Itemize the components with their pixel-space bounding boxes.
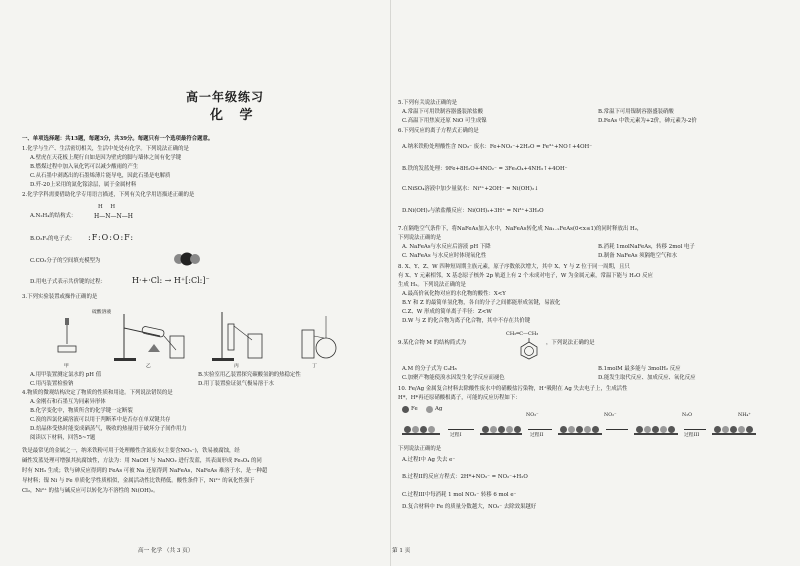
- material-line-1: 铁是最常见的金属之一，纳米铁粉可用于处理酸性含氮废水(主要含NO₃⁻)，铁易被腐蚀，经: [22, 448, 240, 454]
- q6-option-c: C.NiSO₄溶液中加少量氨水：Ni²⁺+2OH⁻ = Ni(OH)₂↓: [402, 186, 539, 192]
- q3-option-a: A.用甲装置测定氯水的 pH 值: [30, 372, 102, 378]
- q6-option-a: A.纳米铁粉处理酸性含 NO₃⁻ 废水：Fe+NO₃⁻+2H₂O = Fe³⁺+NO↑+4OH⁻: [402, 144, 593, 150]
- q10-stem-line-1: 10. Fe/Ag 金属复合材料去除酸性废水中的硝酸盐污染物，H⁺吸附在 Ag 失去电子上，生成活性: [398, 386, 628, 392]
- q4-stem: 4.物质的微观结构决定了物质的性质和用途。下列说法错误的是: [22, 390, 173, 396]
- q8-stem-line-2: 有 X、Y 元素相邻，X 基态原子核外 2p 轨道上有 2 个未成对电子，W 为金属元素，常温下能与 H₂O 反应: [398, 273, 653, 279]
- q5-option-a: A.常温下可用铁制容器盛装浓盐酸: [402, 109, 484, 115]
- page-fold: [390, 0, 391, 566]
- q10-after: 下列说法正确的是: [398, 446, 442, 452]
- q2-stem: 2.化学学科需要借助化学专用语言描述，下列有关化学用语描述正确的是: [22, 192, 195, 198]
- co2-space-filling-model: [172, 252, 202, 266]
- fe-legend-label: Fe: [411, 406, 418, 412]
- q2-d-formula: H·+·Cl: → H⁺[:Cl:]⁻: [132, 276, 210, 285]
- q4-option-a: A.金刚石和石墨互为同素异形体: [30, 399, 106, 405]
- q2-option-d: D.用电子式表示共价键的过程：: [30, 279, 106, 285]
- q3-label-yi: 乙: [146, 364, 151, 369]
- species-n2o: N₂O: [682, 413, 693, 418]
- q3-apparatus-figure: [52, 306, 352, 368]
- q5-option-b: B.常温下可用镍制容器盛装硝酸: [598, 109, 674, 115]
- q8-stem-line-3: 生成 H₂。下列说法正确的是: [398, 282, 466, 288]
- q9-formula: CH₂═C—CH₃: [506, 331, 539, 337]
- q2-a-formula: H—N—N—H: [94, 213, 133, 220]
- q3-stem: 3.下列实验装置或操作正确的是: [22, 294, 98, 300]
- footer-left: 高一 化学 （共 3 页）: [138, 548, 194, 554]
- q9-option-c: C.加聚产物能使溴水因发生化学反应而褪色: [402, 375, 505, 381]
- material-line-5: Cl₂，Ni²⁺ 的盐与碱反应可以转化为不溶性的 Ni(OH)₂。: [22, 488, 159, 494]
- q3-label-bing: 丙: [234, 364, 239, 369]
- q5-stem: 5.下列有关说法正确的是: [398, 100, 458, 106]
- q3-label-ding: 丁: [312, 364, 317, 369]
- q3-label-sulfuric: 硫酸溶液: [92, 310, 112, 315]
- q2-option-c: C.CO₂分子的空间填充模型为: [30, 258, 101, 264]
- right-column: [392, 0, 782, 566]
- exam-title: 高一年级练习: [186, 90, 265, 104]
- q4-option-c: C.溴的四氯化碳溶液可以用于判断苯中是否存在单双键共存: [30, 417, 171, 423]
- q6-option-b: B.铁的发蓝处理：9Fe+8H₂O+4NO₂⁻ = 3Fe₃O₄+4NH₃↑+4OH⁻: [402, 166, 568, 172]
- reading-instruction: 阅读以下材料，回答5~7题: [30, 435, 96, 441]
- q8-stem-line-1: 8. X、Y、Z、W 四种短周期主族元素，原子序数依次增大，其中 X、Y 与 Z 位于同一周期，且只: [398, 264, 630, 270]
- exam-subject: 化 学: [210, 108, 259, 123]
- q3-option-b: B.实验室用乙装置探究碳酸氢钠的热稳定性: [198, 372, 301, 378]
- q8-option-c: C.Z、W 形成的简单离子半径：Z<W: [402, 309, 492, 315]
- q8-option-a: A.最高价氧化物对应的水化物的酸性：X<Y: [402, 291, 506, 297]
- q10-stem-line-2: H*，H*再还原硝酸根离子，可能的反应历程如下：: [398, 395, 521, 401]
- fe-legend-bead: [402, 406, 409, 413]
- q6-stem: 6.下列反应的离子方程式正确的是: [398, 128, 479, 134]
- q7-stem-line-2: 下列说法正确的是: [398, 235, 442, 241]
- material-line-3: 时有 NH₃ 生成；铁与砷反应得到的 FeAs 可被 Na 还原得到 NaFeAs，NaFeAs 难溶于水，是一种超: [22, 468, 268, 474]
- q6-option-d: D.Ni(OH)₂与浓盐酸反应：Ni(OH)₂+3H⁺ = Ni³⁺+3H₂O: [402, 208, 544, 214]
- material-line-4: 导材料；镍 Ni 与 Fe 单质化学性质相似，金属活动性比铁稍低。酸性条件下，Ni²⁺ 的氧化性强于: [22, 478, 255, 484]
- q2-a-formula-top: H H: [98, 204, 119, 210]
- q2-b-formula: :F:O:O:F:: [88, 233, 135, 242]
- step-1-label: 过程I: [450, 433, 462, 438]
- q7-option-d: D.制备 NaFeAs 须隔绝空气和水: [598, 253, 678, 259]
- q9-option-b: B.1molM 最多能与 3molH₂ 反应: [598, 366, 681, 372]
- q3-option-d: D.用丁装置验证氨气极易溶于水: [198, 381, 274, 387]
- q10-option-d: D.复合材料中 Fe 的质量分数越大，NO₂⁻ 去除效果越好: [402, 504, 537, 510]
- species-nitrite: NO₂⁻: [604, 413, 617, 418]
- q1-option-b: B.燃煤过程中加入氧化钙可以减少酸雨的产生: [30, 164, 139, 170]
- species-ammonium: NH₄⁺: [738, 413, 751, 418]
- q2-option-b: B.O₂F₂的电子式：: [30, 236, 76, 242]
- q8-option-b: B.Y 和 Z 的最简单氢化物，各自的分子之间都能形成氢键，易液化: [402, 300, 561, 306]
- q10-option-a: A.过程I中 Ag 失去 e⁻: [402, 457, 456, 463]
- q7-option-b: B.消耗 1molNaFeAs，转移 2mol 电子: [598, 244, 695, 250]
- q7-option-c: C. NaFeAs 与水反应时体现氧化性: [402, 253, 487, 259]
- q2-option-a: A.N₂H₄的结构式：: [30, 213, 77, 219]
- material-line-2: 碱性发蓝处理可增强其抗腐蚀性，方法为：用 NaOH 与 NaNO₂ 进行发蓝，其表面形成 Fe₃O₄ 的同: [22, 458, 262, 464]
- q9-stem: 9.某化合物 M 的结构简式为: [398, 340, 466, 346]
- q10-option-b: B.过程II的反应方程式：2H*+NO₃⁻ = NO₂⁻+H₂O: [402, 474, 528, 480]
- q1-option-d: D.歼-20上采用的氮化镓涂层，属于金属材料: [30, 182, 137, 188]
- q3-option-c: C.用丙装置检验钠: [30, 381, 74, 387]
- left-column: [22, 0, 382, 566]
- q4-option-b: B.化学变化中，物质所含的化学键一定断裂: [30, 408, 133, 414]
- q4-option-d: D.焙晶体受热时能变成硒蒸气，吸收的热量用于破坏分子间作用力: [30, 426, 187, 432]
- q1-option-c: C.从石墨中剥离出的石墨烯薄片能导电，因此石墨是电解质: [30, 173, 171, 179]
- step-2-label: 过程II: [530, 433, 544, 438]
- q7-stem-line-1: 7.在隔绝空气条件下，将NaFeAs加入水中，NaFeAs转化成 Na₁₋ₓFeAs(0<x≤1)的同时释放出 H₂，: [398, 226, 643, 232]
- species-nitrate: NO₃⁻: [526, 413, 539, 418]
- q9-stem-tail: ，下列说法正确的是: [546, 340, 595, 346]
- section-heading: 一、单项选择题：共13题，每题3分，共39分。每题只有一个选项最符合题意。: [22, 136, 214, 142]
- q5-option-d: D.FeAs 中铁元素为+2价，砷元素为-2价: [598, 118, 697, 124]
- q9-option-d: D.能发生取代反应、加成反应、氧化反应: [598, 375, 696, 381]
- footer-right: 第 1 页: [392, 548, 411, 554]
- q1-stem: 1.化学与生产、生活密切相关，生活中处处有化学。下列说法正确的是: [22, 146, 189, 152]
- benzene-ring-structure: [516, 338, 542, 360]
- q8-option-d: D.W 与 Z 的化合物为离子化合物，其中不存在共价键: [402, 318, 531, 324]
- q9-option-a: A.M 的分子式为 C₉H₈: [402, 366, 457, 372]
- q3-label-jia: 甲: [64, 364, 69, 369]
- q10-option-c: C.过程III中每消耗 1 mol NO₂⁻ 转移 6 mol e⁻: [402, 492, 517, 498]
- ag-legend-label: Ag: [435, 406, 443, 412]
- q7-option-a: A. NaFeAs与水反应后溶液 pH 下降: [402, 244, 491, 250]
- q5-option-c: C.高温下用焦炭还原 NiO 可生成镍: [402, 118, 487, 124]
- step-3-label: 过程III: [684, 433, 700, 438]
- q1-option-a: A.壁虎在天花板上爬行自如是因为壁虎的脚与墙体之间有化学键: [30, 155, 182, 161]
- ag-legend-bead: [426, 406, 433, 413]
